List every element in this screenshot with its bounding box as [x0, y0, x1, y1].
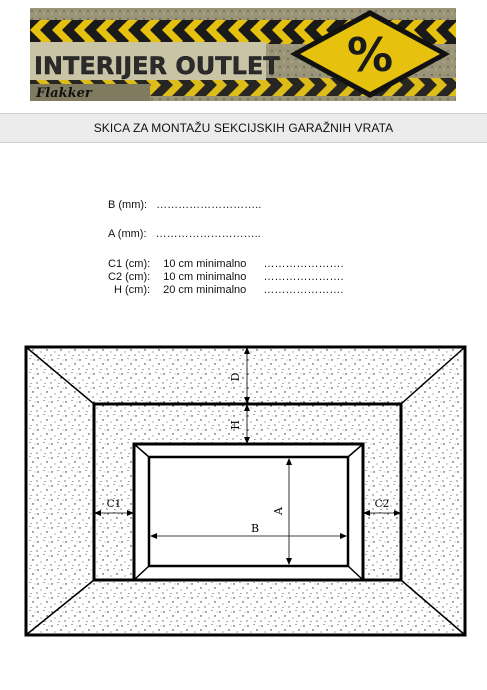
dimension-d-label: D: [229, 372, 242, 382]
form-blank-b[interactable]: ………………………..: [156, 199, 262, 211]
dimension-h-label: H: [229, 420, 242, 430]
logo-brand-text: INTERIJER OUTLET: [34, 52, 280, 80]
form-value-h: 20 cm minimalno: [163, 284, 247, 296]
form-blank-h[interactable]: ………………….: [263, 284, 344, 296]
form-row-h: [114, 283, 343, 297]
garage-door-sketch: [22, 343, 469, 644]
form-blank-c1[interactable]: ………………….: [263, 258, 344, 270]
logo-graphic: [30, 8, 456, 101]
dimension-a-label: A: [272, 507, 285, 515]
form-row-c2: [108, 270, 344, 284]
form-label-b: B (mm):: [108, 199, 148, 211]
logo-banner: [30, 8, 456, 101]
page-title: SKICA ZA MONTAŽU SEKCIJSKIH GARAŽNIH VRATA: [93, 121, 394, 135]
form-row-a: [108, 227, 261, 241]
logo-percent-sign: %: [346, 28, 394, 82]
form-label-c2: C2 (cm):: [108, 271, 151, 283]
form-value-c2: 10 cm minimalno: [163, 271, 247, 283]
form-label-c1: C1 (cm):: [108, 258, 151, 270]
form-label-h: H (cm):: [114, 284, 151, 296]
dimension-b-label: B: [250, 522, 260, 535]
dimension-c1-label: C1: [106, 498, 122, 510]
door-opening: [149, 457, 348, 566]
form-value-c1: 10 cm minimalno: [163, 258, 247, 270]
form-label-a: A (mm):: [108, 228, 147, 240]
form-row-c1: [108, 257, 344, 271]
form-blank-c2[interactable]: ………………….: [263, 271, 344, 283]
dimension-c2-label: C2: [374, 498, 390, 510]
form-row-b: [108, 198, 261, 212]
title-bar: [0, 113, 487, 143]
form-blank-a[interactable]: ………………………..: [155, 228, 261, 240]
logo-sub-brand-text: Flakker: [36, 86, 92, 101]
